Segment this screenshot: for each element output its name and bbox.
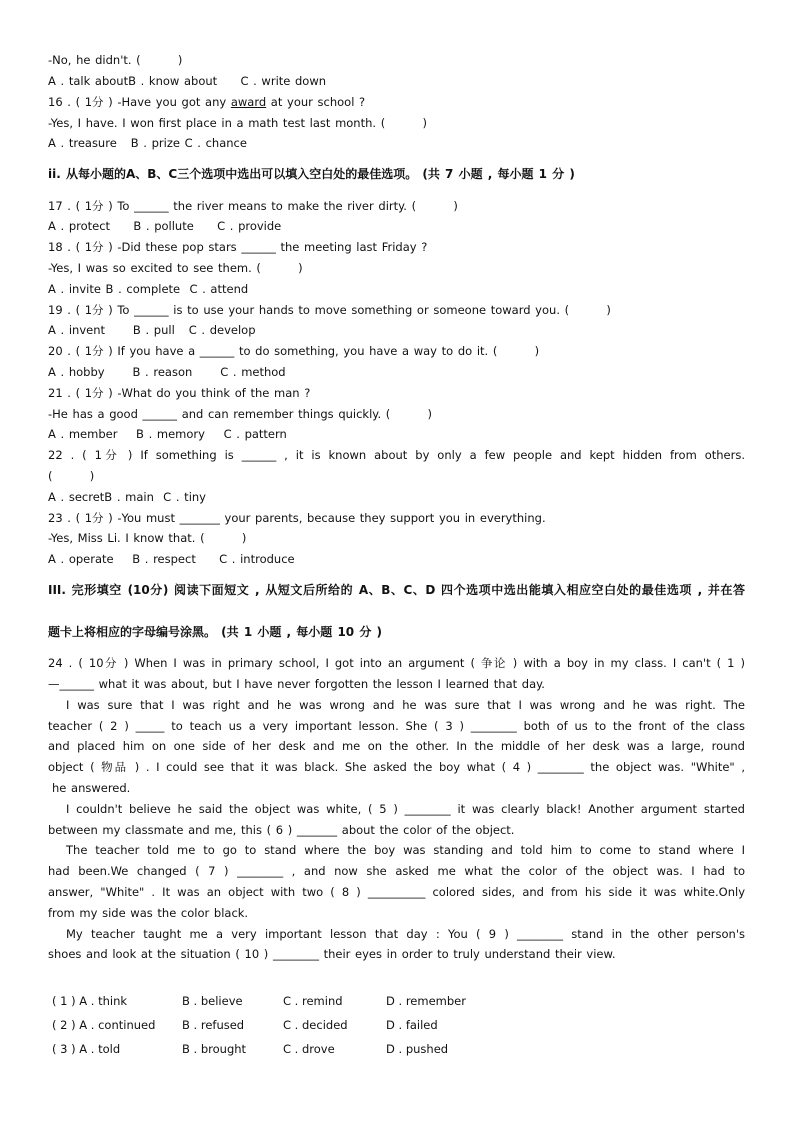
q22-answer-paren: ( ) [48,469,95,483]
choice-option-c: C . remind [283,994,343,1008]
section-2-heading: ii. 从每小题的A、B、C三个选项中选出可以填入空白处的最佳选项。 (共 7 小题 , 每小题 1 分 ) [48,167,575,181]
passage-line: I couldn't believe he said the object was white, ( 5 ) ________ it was clearly black! Another argument started [66,802,745,816]
choice-option-c: C . decided [283,1018,348,1032]
passage-line: teacher ( 2 ) _____ to teach us a very important lesson. She ( 3 ) ________ both of us to the front of the class [48,719,745,733]
passage-line: from my side was the color black. [48,906,249,920]
q15-answer-line: -No, he didn't. ( ) [48,53,183,67]
q19-options: A . invent B . pull C . develop [48,323,256,337]
q21-answer-line: -He has a good ______ and can remember things quickly. ( ) [48,407,432,421]
choice-option-a: ( 1 ) A . think [52,994,128,1008]
q16-options: A . treasure B . prize C . chance [48,136,247,150]
passage-line: and placed him on one side of her desk and me on the other. In the middle of her desk was a large, round [48,739,745,753]
q23-answer-line: -Yes, Miss Li. I know that. ( ) [48,531,247,545]
choice-option-a: ( 3 ) A . told [52,1042,121,1056]
q17-options: A . protect B . pollute C . provide [48,219,282,233]
q18-options: A . invite B . complete C . attend [48,282,249,296]
section-3-heading-line-2: 题卡上将相应的字母编号涂黑。 (共 1 小题 , 每小题 10 分 ) [48,625,382,639]
passage-line: answer, "White" . It was an object with two ( 8 ) __________ colored sides, and from his side it was white.Only [48,885,745,899]
q20-options: A . hobby B . reason C . method [48,365,286,379]
choice-option-d: D . remember [386,994,466,1008]
choice-option-d: D . pushed [386,1042,449,1056]
choice-option-b: B . brought [182,1042,247,1056]
q22-options: A . secretB . main C . tiny [48,490,206,504]
q16-stem [48,95,365,109]
q18-answer-line: -Yes, I was so excited to see them. ( ) [48,261,303,275]
q20-stem: 20 . ( 1分 ) If you have a ______ to do something, you have a way to do it. ( ) [48,344,540,358]
passage-line: object ( 物品 ) . I could see that it was black. She asked the boy what ( 4 ) ________ the object was. "White" , [48,760,745,774]
q18-stem: 18 . ( 1分 ) -Did these pop stars ______ the meeting last Friday ? [48,240,428,254]
choice-option-b: B . believe [182,994,243,1008]
q17-stem: 17 . ( 1分 ) To ______ the river means to make the river dirty. ( ) [48,199,458,213]
passage-line: between my classmate and me, this ( 6 ) _______ about the color of the object. [48,823,515,837]
passage-line: he answered. [52,781,131,795]
choice-option-d: D . failed [386,1018,438,1032]
passage-line: 24 . ( 10分 ) When I was in primary school, I got into an argument ( 争论 ) with a boy in my class. I can't ( 1 ) [48,656,745,670]
q16-underlined-word: award [230,95,267,109]
q23-stem: 23 . ( 1分 ) -You must _______ your parents, because they support you in everything. [48,511,546,525]
q21-stem: 21 . ( 1分 ) -What do you think of the man ? [48,386,311,400]
section-3-heading-line-1: III. 完形填空 (10分) 阅读下面短文 , 从短文后所给的 A、B、C、D 四个选项中选出能填入相应空白处的最佳选项 , 并在答 [48,583,745,597]
passage-line: had been.We changed ( 7 ) ________ , and now she asked me what the color of the object was. I had to [48,864,745,878]
passage-line: I was sure that I was right and he was wrong and he was sure that I was wrong and he was right. The [66,698,745,712]
passage-line: shoes and look at the situation ( 10 ) ________ their eyes in order to truly understand their view. [48,947,616,961]
choice-option-a: ( 2 ) A . continued [52,1018,156,1032]
choice-option-b: B . refused [182,1018,245,1032]
passage-line: —______ what it was about, but I have never forgotten the lesson I learned that day. [48,677,545,691]
q22-stem: 22 . ( 1分 ) If something is ______ , it is known about by only a few people and kept hidden from others. [48,448,745,462]
q16-stem-suffix: at your school ? [266,95,366,109]
passage-line: The teacher told me to go to stand where the boy was standing and told him to come to stand where I [66,843,745,857]
passage-line: My teacher taught me a very important lesson that day : You ( 9 ) ________ stand in the other person's [66,927,745,941]
q21-options: A . member B . memory C . pattern [48,427,287,441]
choice-option-c: C . drove [283,1042,335,1056]
q16-answer-line: -Yes, I have. I won first place in a math test last month. ( ) [48,116,427,130]
q15-options: A . talk aboutB . know about C . write down [48,74,327,88]
q19-stem: 19 . ( 1分 ) To ______ is to use your hands to move something or someone toward you. ( ) [48,303,611,317]
q16-stem-prefix: 16 . ( 1分 ) -Have you got any [48,95,231,109]
q23-options: A . operate B . respect C . introduce [48,552,295,566]
